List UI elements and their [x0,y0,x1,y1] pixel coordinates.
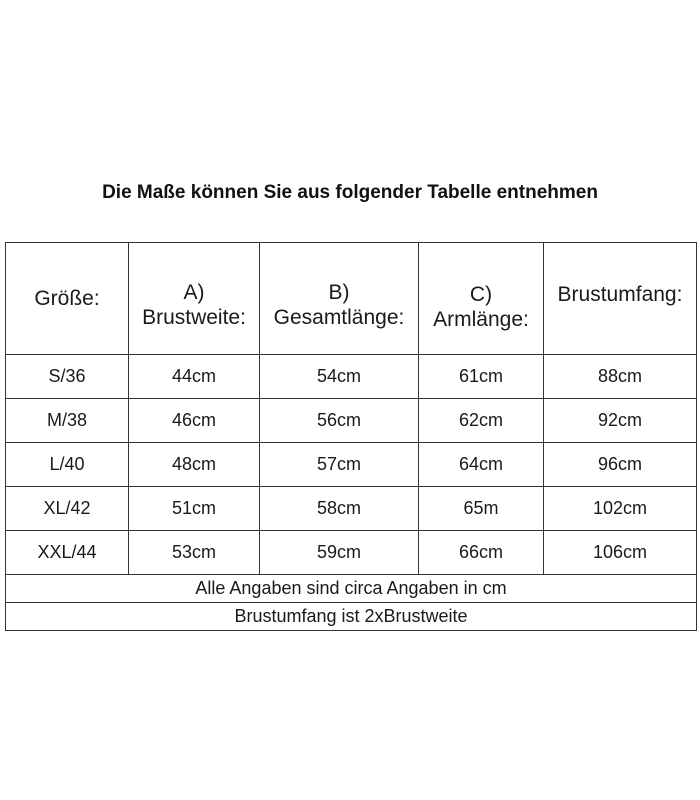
note-chest-circumference: Brustumfang ist 2xBrustweite [6,603,697,631]
cell-gesamtlaenge: 56cm [260,399,419,443]
cell-brustweite: 44cm [129,355,260,399]
cell-size: XL/42 [6,487,129,531]
header-brustweite [129,243,260,355]
table-row [6,355,697,399]
table-header-row [6,243,697,355]
cell-armlaenge: 65m [419,487,544,531]
size-table [5,242,697,631]
header-brustumfang-label: Brustumfang: [557,283,683,306]
page-title: Die Maße können Sie aus folgender Tabelle entnehmen [102,182,598,203]
header-armlaenge [419,243,544,355]
cell-gesamtlaenge: 59cm [260,531,419,575]
note-approximate: Alle Angaben sind circa Angaben in cm [6,575,697,603]
cell-armlaenge: 62cm [419,399,544,443]
cell-gesamtlaenge: 58cm [260,487,419,531]
note-row [6,575,697,603]
header-armlaenge-label: Armlänge: [433,307,529,331]
table-row [6,399,697,443]
cell-armlaenge: 64cm [419,443,544,487]
cell-brustweite: 53cm [129,531,260,575]
note-row [6,603,697,631]
header-armlaenge-letter: C) [469,282,493,306]
table-row [6,443,697,487]
header-groesse [6,243,129,355]
cell-brustumfang: 102cm [544,487,697,531]
header-groesse-label: Größe: [34,287,100,310]
table-row [6,487,697,531]
cell-size: XXL/44 [6,531,129,575]
header-gesamtlaenge-label: Gesamtlänge: [273,305,405,329]
header-gesamtlaenge-letter: B) [328,280,350,304]
cell-brustumfang: 88cm [544,355,697,399]
cell-size: S/36 [6,355,129,399]
cell-size: M/38 [6,399,129,443]
cell-armlaenge: 66cm [419,531,544,575]
cell-size: L/40 [6,443,129,487]
cell-brustweite: 48cm [129,443,260,487]
header-brustweite-label: Brustweite: [142,305,246,329]
cell-brustumfang: 92cm [544,399,697,443]
cell-gesamtlaenge: 54cm [260,355,419,399]
cell-brustweite: 51cm [129,487,260,531]
cell-brustweite: 46cm [129,399,260,443]
table-row [6,531,697,575]
cell-gesamtlaenge: 57cm [260,443,419,487]
header-brustweite-letter: A) [183,280,205,304]
cell-armlaenge: 61cm [419,355,544,399]
cell-brustumfang: 106cm [544,531,697,575]
header-gesamtlaenge [260,243,419,355]
header-brustumfang [544,243,697,355]
cell-brustumfang: 96cm [544,443,697,487]
